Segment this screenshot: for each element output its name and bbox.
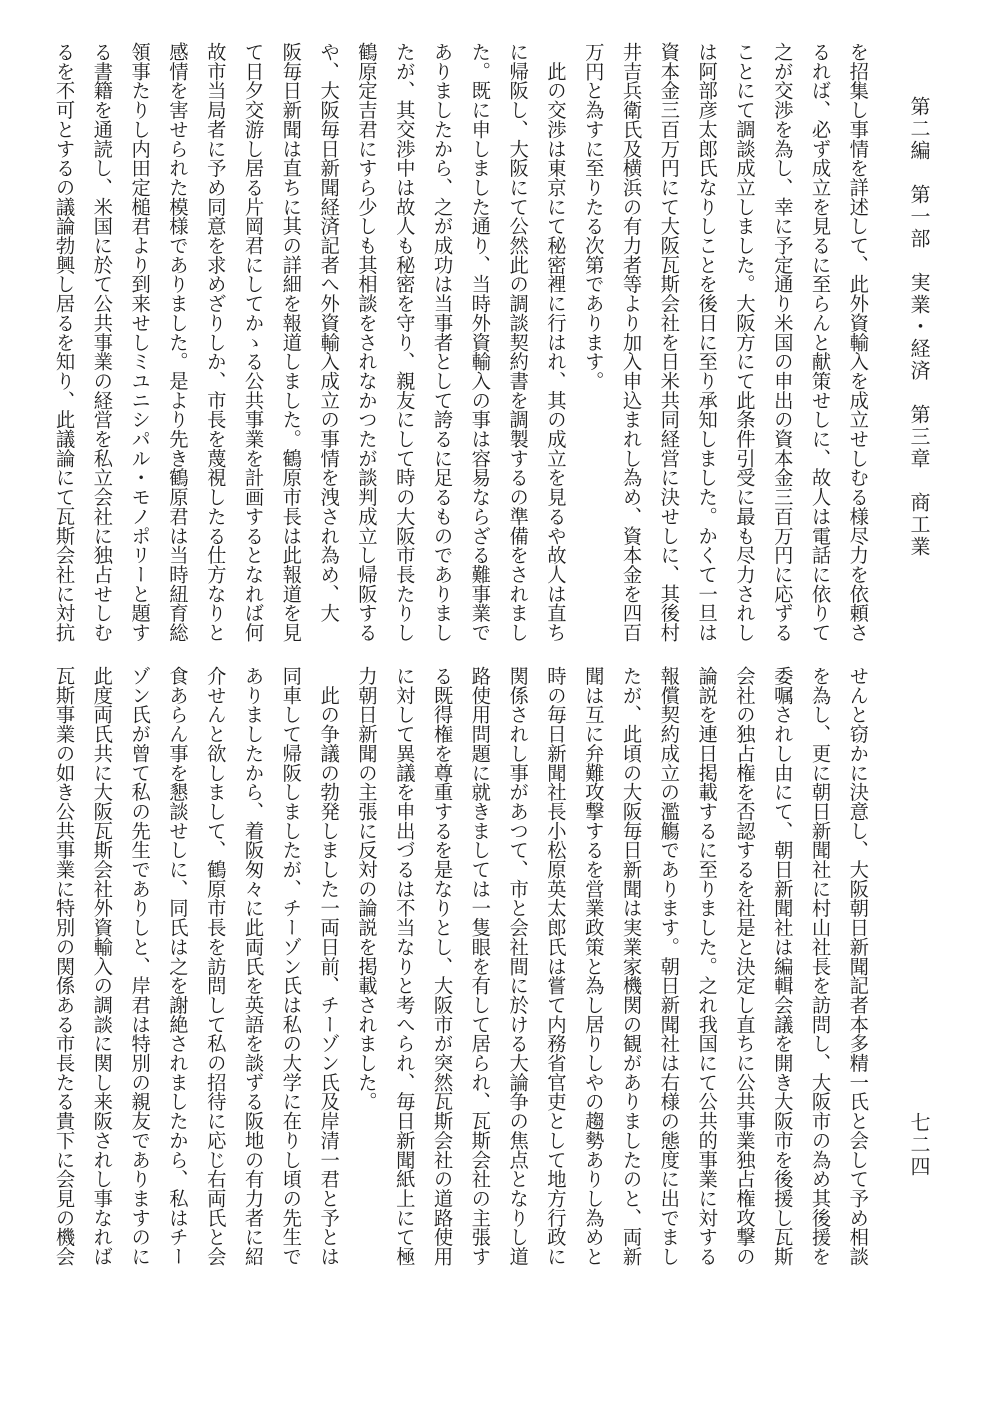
text-column: を招集し事情を詳述して、此外資輸入を成立せしむる様尽力を依頼さ xyxy=(846,42,870,642)
text-column: 此度両氏共に大阪瓦斯会社外資輸入の調談に関し来阪されし事なれば xyxy=(90,666,114,1266)
text-column: 井吉兵衛氏及横浜の有力者等より加入申込まれし為め、資本金を四百 xyxy=(619,42,643,642)
text-column: 領事たりし内田定槌君より到来せしミユニシパル・モノポリーと題す xyxy=(128,42,152,642)
text-column: 論説を連日掲載するに至りました。之れ我国にて公共的事業に対する xyxy=(695,666,719,1266)
text-column: 報償契約成立の濫觴であります。朝日新聞社は右様の態度に出でまし xyxy=(657,666,681,1266)
text-column: 資本金三百万円にて大阪瓦斯会社を日米共同経営に決せしに、其後村 xyxy=(657,42,681,642)
text-column: ことにて調談成立しました。大阪方にて此条件引受に最も尽力されし xyxy=(732,42,756,642)
text-column: 故市当局者に予め同意を求めざりしか、市長を蔑視したる仕方なりと xyxy=(203,42,227,642)
text-column: たが、此頃の大阪毎日新聞は実業家機関の観がありましたのと、両新 xyxy=(619,666,643,1266)
text-column: 力朝日新聞の主張に反対の論説を掲載されました。 xyxy=(354,666,378,1112)
text-column: を為し、更に朝日新聞社に村山社長を訪問し、大阪市の為め其後援を xyxy=(808,666,832,1266)
running-header: 第二編 第一部 実業・経済 第三章 商工業 xyxy=(907,96,931,558)
text-column: て日夕交游し居る片岡君にしてかゝる公共事業を計画するとなれば何 xyxy=(241,42,265,642)
text-column: 万円と為すに至りたる次第であります。 xyxy=(581,42,605,391)
text-column: 路使用問題に就きましては一隻眼を有して居られ、瓦斯会社の主張す xyxy=(468,666,492,1266)
text-column: や、大阪毎日新聞経済記者へ外資輸入成立の事情を洩され為め、大 xyxy=(317,42,341,623)
text-column: 時の毎日新聞社長小松原英太郎氏は嘗て内務省官吏として地方行政に xyxy=(543,666,567,1266)
text-column: 介せんと欲しまして、鶴原市長を訪問して私の招待に応じ右両氏と会 xyxy=(203,666,227,1266)
text-column: ありましたから、着阪匆々に此両氏を英語を談ずる阪地の有力者に紹 xyxy=(241,666,265,1266)
text-column: るれば、必ず成立を見るに至らんと献策せしに、故人は電話に依りて xyxy=(808,42,832,642)
text-column: 鶴原定吉君にすら少しも其相談をされなかつたが談判成立し帰阪する xyxy=(354,42,378,642)
text-column: ありましたから、之が成功は当事者として誇るに足るものでありまし xyxy=(430,42,454,642)
text-column: 委嘱されし由にて、朝日新聞社は編輯会議を開き大阪市を後援し瓦斯 xyxy=(770,666,794,1266)
text-column: 瓦斯事業の如き公共事業に特別の関係ある市長たる貴下に会見の機会 xyxy=(52,666,76,1266)
text-column: ゾン氏が曾て私の先生でありしと、岸君は特別の親友でありますのに xyxy=(128,666,152,1266)
text-column: 同車して帰阪しましたが、チーゾン氏は私の大学に在りし頃の先生で xyxy=(279,666,303,1266)
text-column: 此の争議の勃発しました一両日前、チーゾン氏及岸清一君と予とは xyxy=(317,666,341,1266)
text-column: 此の交渉は東京にて秘密裡に行はれ、其の成立を見るや故人は直ち xyxy=(543,42,567,642)
text-column: 関係されし事があつて、市と会社間に於ける大論争の焦点となりし道 xyxy=(506,666,530,1266)
text-column: る書籍を通読し、米国に於て公共事業の経営を私立会社に独占せしむ xyxy=(90,42,114,642)
text-column: る既得権を尊重するを是なりとし、大阪市が突然瓦斯会社の道路使用 xyxy=(430,666,454,1266)
text-column: た。既に申しました通り、当時外資輸入の事は容易ならざる難事業で xyxy=(468,42,492,642)
text-column: せんと窃かに決意し、大阪朝日新聞記者本多精一氏と会して予め相談 xyxy=(846,666,870,1266)
text-column: に帰阪し、大阪にて公然此の調談契約書を調製するの準備をされまし xyxy=(506,42,530,642)
text-column: 之が交渉を為し、幸に予定通り米国の申出の資本金三百万円に応ずる xyxy=(770,42,794,642)
text-column: に対して異議を申出づるは不当なりと考へられ、毎日新聞紙上にて極 xyxy=(392,666,416,1266)
text-column: 聞は互に弁難攻撃するを営業政策と為し居りしやの趨勢ありし為めと xyxy=(581,666,605,1266)
text-column: 食あらん事を懇談せしに、同氏は之を謝絶されましたから、私はチー xyxy=(165,666,189,1266)
text-column: たが、其交渉中は故人も秘密を守り、親友にして時の大阪市長たりし xyxy=(392,42,416,642)
text-column: 感情を害せられた模様でありました。是より先き鶴原君は当時紐育総 xyxy=(165,42,189,642)
text-column: 阪毎日新聞は直ちに其の詳細を報道しました。鶴原市長は此報道を見 xyxy=(279,42,303,642)
text-column: は阿部彦太郎氏なりしことを後日に至り承知しました。かくて一旦は xyxy=(695,42,719,642)
text-column: るを不可とするの議論勃興し居るを知り、此議論にて瓦斯会社に対抗 xyxy=(52,42,76,642)
text-column: 会社の独占権を否認するを社是と決定し直ちに公共事業独占権攻撃の xyxy=(732,666,756,1266)
page-number: 七二四 xyxy=(907,1112,931,1178)
